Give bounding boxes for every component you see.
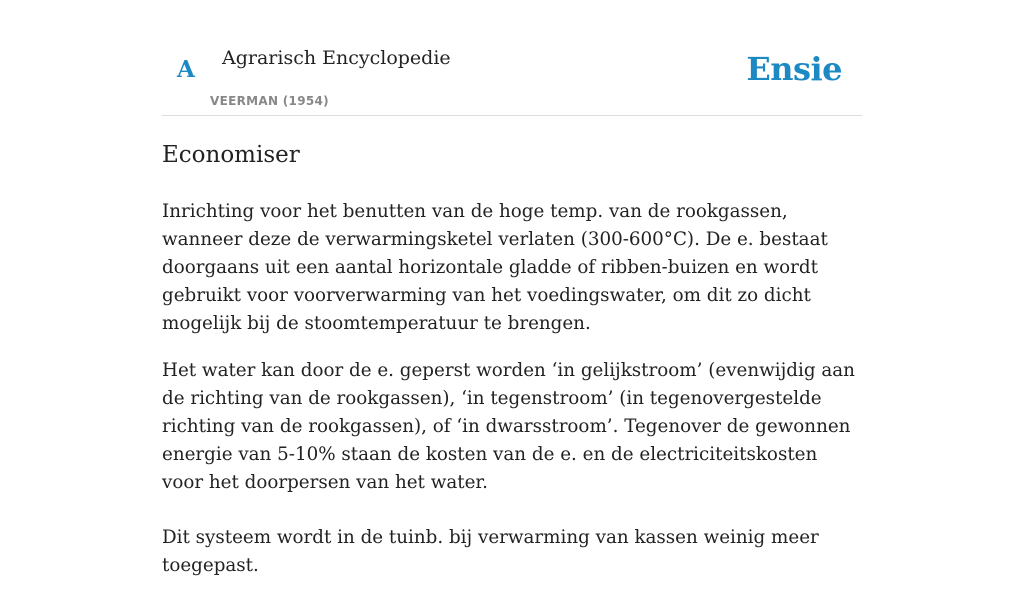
article — [162, 138, 862, 599]
article-paragraph: Inrichting voor het benutten van de hoge temp. van de rookgassen, wanneer deze de verwarmingsketel verlaten (300-600°C). De e. bestaat doorgaans uit een aantal horizontale gladde of ribben-buizen en wordt gebruikt voor voorverwarming van het voedingswater, om dit zo dicht mogelijk bij de stoomtemperatuur te brengen. — [162, 201, 828, 334]
source-author: VEERMAN (1954) — [210, 94, 329, 108]
article-paragraph: Dit systeem wordt in de tuinb. bij verwarming van kassen weinig meer toegepast. — [162, 527, 819, 576]
source-logo-letter[interactable]: A — [177, 56, 195, 83]
article-paragraph: Het water kan door de e. geperst worden ‘in gelijkstroom’ (evenwijdig aan de richting van de rookgassen), ‘in tegenstroom’ (in tegenovergestelde richting van de rookgassen), of ‘in dwarsstroom’. Tegenover de gewonnen energie van 5-10% staan de kosten van de e. en de electriciteitskosten voor het doorpersen van het water. — [162, 360, 855, 493]
ensie-logo[interactable]: Ensie — [746, 50, 842, 88]
source-title-link[interactable]: Agrarisch Encyclopedie — [222, 47, 451, 69]
source-header — [162, 0, 862, 116]
article-title: Economiser — [162, 142, 300, 168]
